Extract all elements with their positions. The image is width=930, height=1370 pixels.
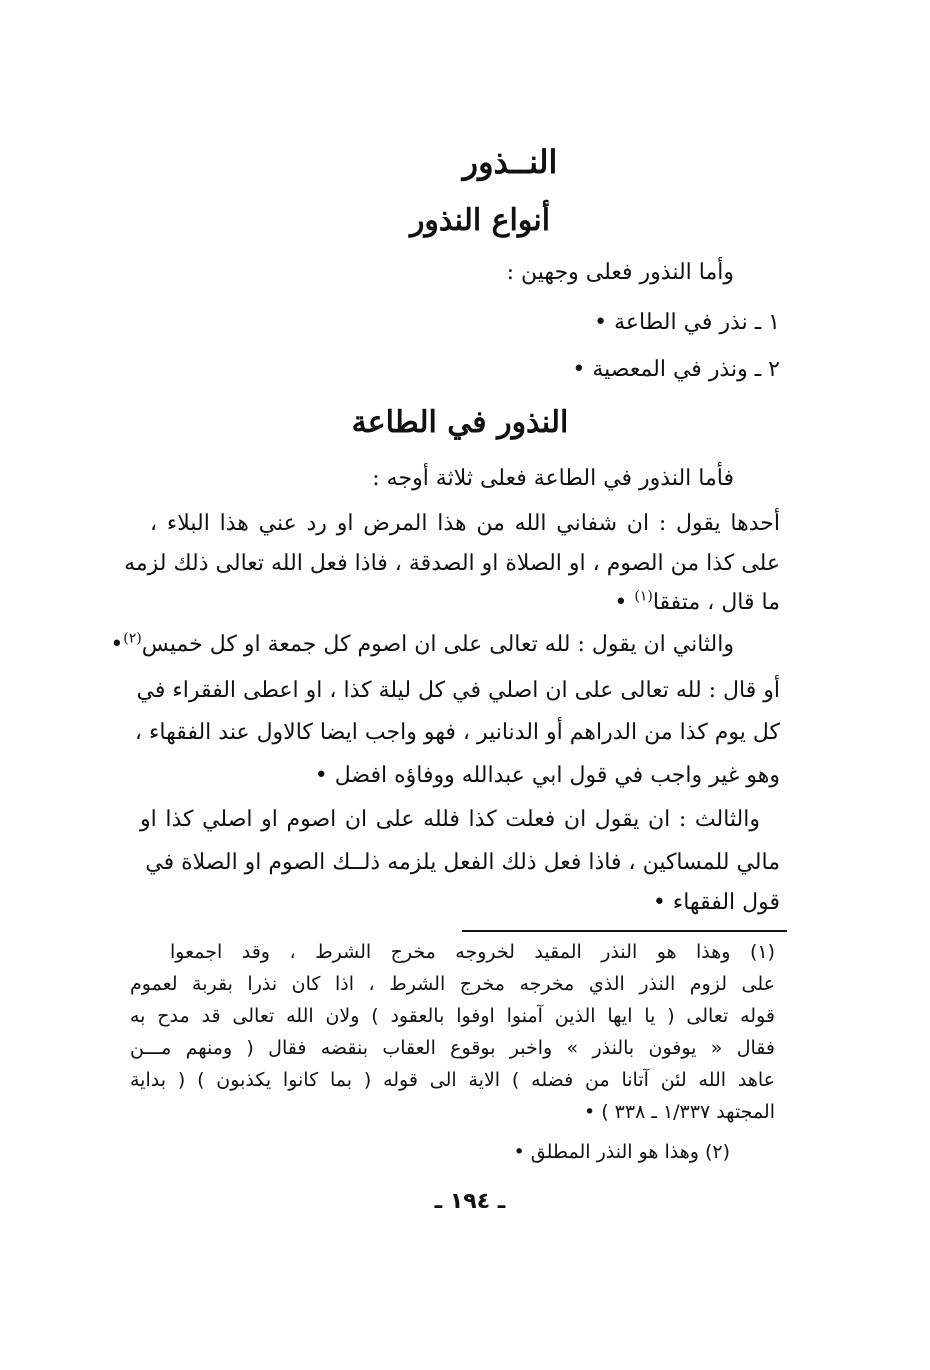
paragraph-first-line-1: أحدها يقول : ان شفاني الله من هذا المرض او رد عني هذا البلاء ،	[150, 511, 780, 536]
chapter-subtitle: أنواع النذور	[409, 203, 551, 238]
footnote-1-line-3: قوله تعالى ( يا ايها الذين آمنوا اوفوا بالعقود ) ولان الله تعالى قد مدح به	[130, 1005, 775, 1027]
paragraph-third-line-2: كل يوم كذا من الدراهم أو الدنانير ، فهو واجب ايضا كالاول عند الفقهاء ،	[134, 720, 780, 745]
intro-line: وأما النذور فعلى وجهين :	[506, 260, 734, 285]
paragraph-second-text: والثاني ان يقول : لله تعالى على ان اصوم كل جمعة او كل خميس	[141, 632, 734, 657]
page-number: ـ ١٩٤ ـ	[434, 1189, 506, 1214]
paragraph-first-end: •	[614, 590, 635, 615]
footnote-ref-1: (١)	[634, 588, 653, 605]
list-item-2: ٢ ـ ونذر في المعصية •	[572, 357, 780, 382]
paragraph-intro: فأما النذور في الطاعة فعلى ثلاثة أوجه :	[372, 466, 734, 491]
footnote-1-line-2: على لزوم النذر الذي مخرجه مخرج الشرط ، اذا كان نذرا بقربة لعموم	[130, 973, 775, 995]
footnote-1-line-6: المجتهد ١/٣٣٧ ـ ٣٣٨ ) •	[583, 1101, 775, 1123]
footnote-1-line-4: فقال « يوفون بالنذر » واخبر بوقوع العقاب بنقضه فقال ( ومنهم مـــن	[130, 1037, 775, 1059]
paragraph-third-line-3: وهو غير واجب في قول ابي عبدالله ووفاؤه افضل •	[314, 763, 780, 788]
footnote-1-line-5: عاهد الله لئن آتانا من فضله ) الاية الى قوله ( بما كانوا يكذبون ) ( بداية	[130, 1069, 775, 1091]
footnote-2: (٢) وهذا هو النذر المطلق •	[513, 1141, 730, 1163]
list-item-1: ١ ـ نذر في الطاعة •	[594, 310, 780, 335]
section-title: النذور في الطاعة	[351, 405, 569, 440]
paragraph-first-line-3	[614, 588, 780, 618]
chapter-title: النــذور	[462, 143, 558, 181]
paragraph-first-text: ما قال ، متفقا	[652, 590, 780, 615]
paragraph-first-line-2: على كذا من الصوم ، او الصلاة او الصدقة ، فاذا فعل الله تعالى ذلك لزمه	[124, 551, 780, 576]
paragraph-third-line-1: أو قال : لله تعالى على ان اصلي في كل ليلة كذا ، او اعطى الفقراء في	[136, 678, 780, 703]
footnote-1-line-1: (١) وهذا هو النذر المقيد لخروجه مخرج الشرط ، وقد اجمعوا	[170, 941, 775, 963]
paragraph-fourth-line-1: والثالث : ان يقول ان فعلت كذا فلله على ان اصوم او اصلي كذا او	[140, 807, 760, 832]
paragraph-fourth-line-2: مالي للمساكين ، فاذا فعل ذلك الفعل يلزمه ذلــك الصوم او الصلاة في	[145, 850, 780, 875]
footnote-divider	[462, 930, 787, 932]
paragraph-fourth-line-3: قول الفقهاء •	[652, 890, 780, 915]
footnote-ref-2: (٢)	[123, 630, 142, 647]
paragraph-second-end: •	[110, 632, 124, 657]
paragraph-second	[110, 630, 734, 660]
